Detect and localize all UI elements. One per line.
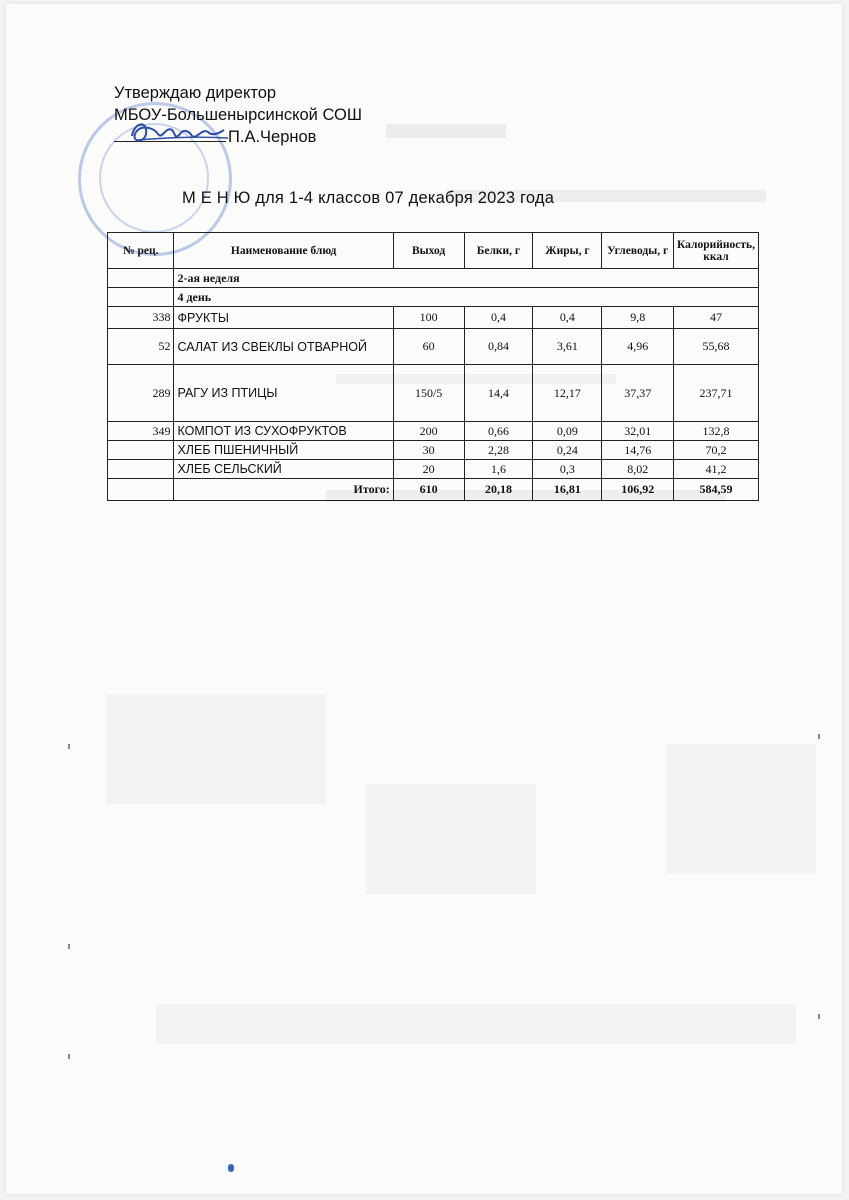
cell-kcal: 47 [673, 307, 758, 329]
table-row-week [108, 269, 759, 288]
cell-kcal: 55,68 [673, 329, 758, 365]
table-row [108, 365, 759, 422]
cell-kcal: 41,2 [673, 460, 758, 479]
margin-mark [818, 734, 820, 739]
menu-table [107, 232, 759, 501]
table-header-row [108, 233, 759, 269]
total-fat: 16,81 [533, 479, 602, 501]
empty-cell [108, 288, 174, 307]
col-header-output: Выход [393, 233, 464, 269]
margin-mark [68, 944, 70, 949]
col-header-carbs: Углеводы, г [602, 233, 674, 269]
cell-rec [108, 441, 174, 460]
cell-kcal: 70,2 [673, 441, 758, 460]
col-header-name: Наименование блюд [174, 233, 393, 269]
cell-protein: 0,4 [464, 307, 533, 329]
table-row [108, 329, 759, 365]
total-carbs: 106,92 [602, 479, 674, 501]
col-header-protein: Белки, г [464, 233, 533, 269]
table-row [108, 422, 759, 441]
total-label: Итого: [174, 479, 393, 501]
cell-name: ФРУКТЫ [174, 307, 393, 329]
cell-carbs: 8,02 [602, 460, 674, 479]
col-header-rec: № рец. [108, 233, 174, 269]
cell-fat: 0,24 [533, 441, 602, 460]
cell-rec: 289 [108, 365, 174, 422]
col-header-fat: Жиры, г [533, 233, 602, 269]
cell-name: САЛАТ ИЗ СВЕКЛЫ ОТВАРНОЙ [174, 329, 393, 365]
cell-output: 20 [393, 460, 464, 479]
table-row [108, 441, 759, 460]
approval-line-1: Утверждаю директор [114, 84, 277, 102]
week-label: 2-ая неделя [174, 269, 759, 288]
cell-carbs: 9,8 [602, 307, 674, 329]
cell-protein: 0,66 [464, 422, 533, 441]
cell-rec [108, 460, 174, 479]
cell-output: 200 [393, 422, 464, 441]
table-row [108, 307, 759, 329]
approval-line-2: МБОУ-Большенырсинской СОШ [114, 106, 362, 124]
empty-cell [108, 269, 174, 288]
table-total-row [108, 479, 759, 501]
cell-name: ХЛЕБ СЕЛЬСКИЙ [174, 460, 393, 479]
margin-mark [818, 1014, 820, 1019]
table-row [108, 460, 759, 479]
cell-rec: 349 [108, 422, 174, 441]
cell-carbs: 14,76 [602, 441, 674, 460]
cell-name: РАГУ ИЗ ПТИЦЫ [174, 365, 393, 422]
empty-cell [108, 479, 174, 501]
cell-name: КОМПОТ ИЗ СУХОФРУКТОВ [174, 422, 393, 441]
margin-mark [68, 1054, 70, 1059]
total-kcal: 584,59 [673, 479, 758, 501]
cell-protein: 1,6 [464, 460, 533, 479]
cell-output: 60 [393, 329, 464, 365]
bleed-through-text [386, 124, 506, 138]
total-protein: 20,18 [464, 479, 533, 501]
day-label: 4 день [174, 288, 759, 307]
cell-protein: 0,84 [464, 329, 533, 365]
bleed-through-text [156, 1004, 796, 1044]
table-row-day [108, 288, 759, 307]
cell-output: 100 [393, 307, 464, 329]
handwritten-signature [124, 114, 234, 154]
cell-name: ХЛЕБ ПШЕНИЧНЫЙ [174, 441, 393, 460]
cell-carbs: 37,37 [602, 365, 674, 422]
cell-rec: 338 [108, 307, 174, 329]
cell-fat: 0,3 [533, 460, 602, 479]
ink-dot [228, 1164, 234, 1172]
bleed-through-text [366, 784, 536, 894]
cell-protein: 2,28 [464, 441, 533, 460]
signer-name: П.А.Чернов [228, 128, 317, 146]
cell-carbs: 32,01 [602, 422, 674, 441]
bleed-through-text [106, 694, 326, 804]
cell-output: 150/5 [393, 365, 464, 422]
cell-output: 30 [393, 441, 464, 460]
cell-rec: 52 [108, 329, 174, 365]
col-header-kcal: Калорийность, ккал [673, 233, 758, 269]
cell-carbs: 4,96 [602, 329, 674, 365]
document-page [6, 4, 842, 1194]
cell-fat: 0,4 [533, 307, 602, 329]
cell-fat: 0,09 [533, 422, 602, 441]
menu-title: М Е Н Ю для 1-4 классов 07 декабря 2023 года [182, 189, 555, 207]
total-output: 610 [393, 479, 464, 501]
cell-protein: 14,4 [464, 365, 533, 422]
cell-fat: 12,17 [533, 365, 602, 422]
cell-kcal: 237,71 [673, 365, 758, 422]
cell-fat: 3,61 [533, 329, 602, 365]
margin-mark [68, 744, 70, 749]
cell-kcal: 132,8 [673, 422, 758, 441]
bleed-through-text [666, 744, 816, 874]
